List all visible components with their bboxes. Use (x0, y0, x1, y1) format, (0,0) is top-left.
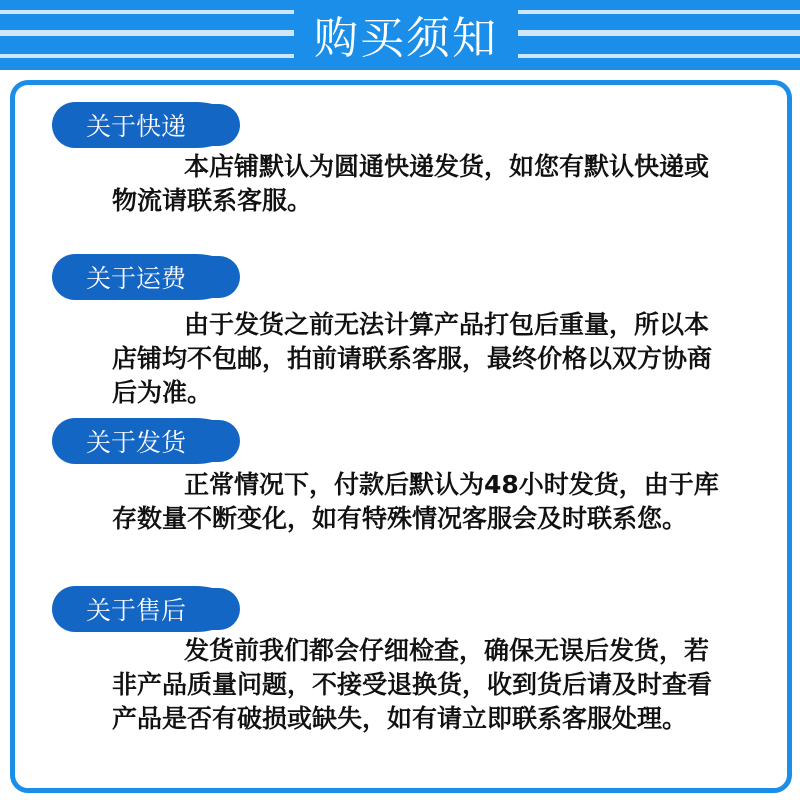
header-banner (0, 0, 800, 70)
section-heading-shipping-fee (52, 254, 236, 300)
section-heading-label: 关于售后 (86, 596, 187, 625)
section-heading-label: 关于发货 (86, 428, 187, 457)
section-heading-delivery (52, 418, 236, 464)
section-text-after-sales: 发货前我们都会仔细检查，确保无误后发货，若非产品质量问题，不接受退换货，收到货后请及时查看产品是否有破损或缺失，如有请立即联系客服处理。 (112, 636, 713, 733)
page-title: 购买须知 (314, 13, 498, 64)
section-text-express: 本店铺默认为圆通快递发货，如您有默认快递或物流请联系客服。 (112, 152, 710, 215)
section-text-shipping-fee: 由于发货之前无法计算产品打包后重量，所以本店铺均不包邮，拍前请联系客服，最终价格以双方协商后为准。 (112, 310, 713, 407)
section-heading-after-sales (52, 586, 236, 632)
section-heading-express (52, 102, 236, 148)
section-text-delivery: 正常情况下，付款后默认为48小时发货，由于库存数量不断变化，如有特殊情况客服会及时联系您。 (112, 470, 719, 533)
section-heading-label: 关于运费 (86, 264, 187, 293)
title-box (294, 0, 518, 68)
section-heading-label: 关于快递 (86, 112, 187, 141)
